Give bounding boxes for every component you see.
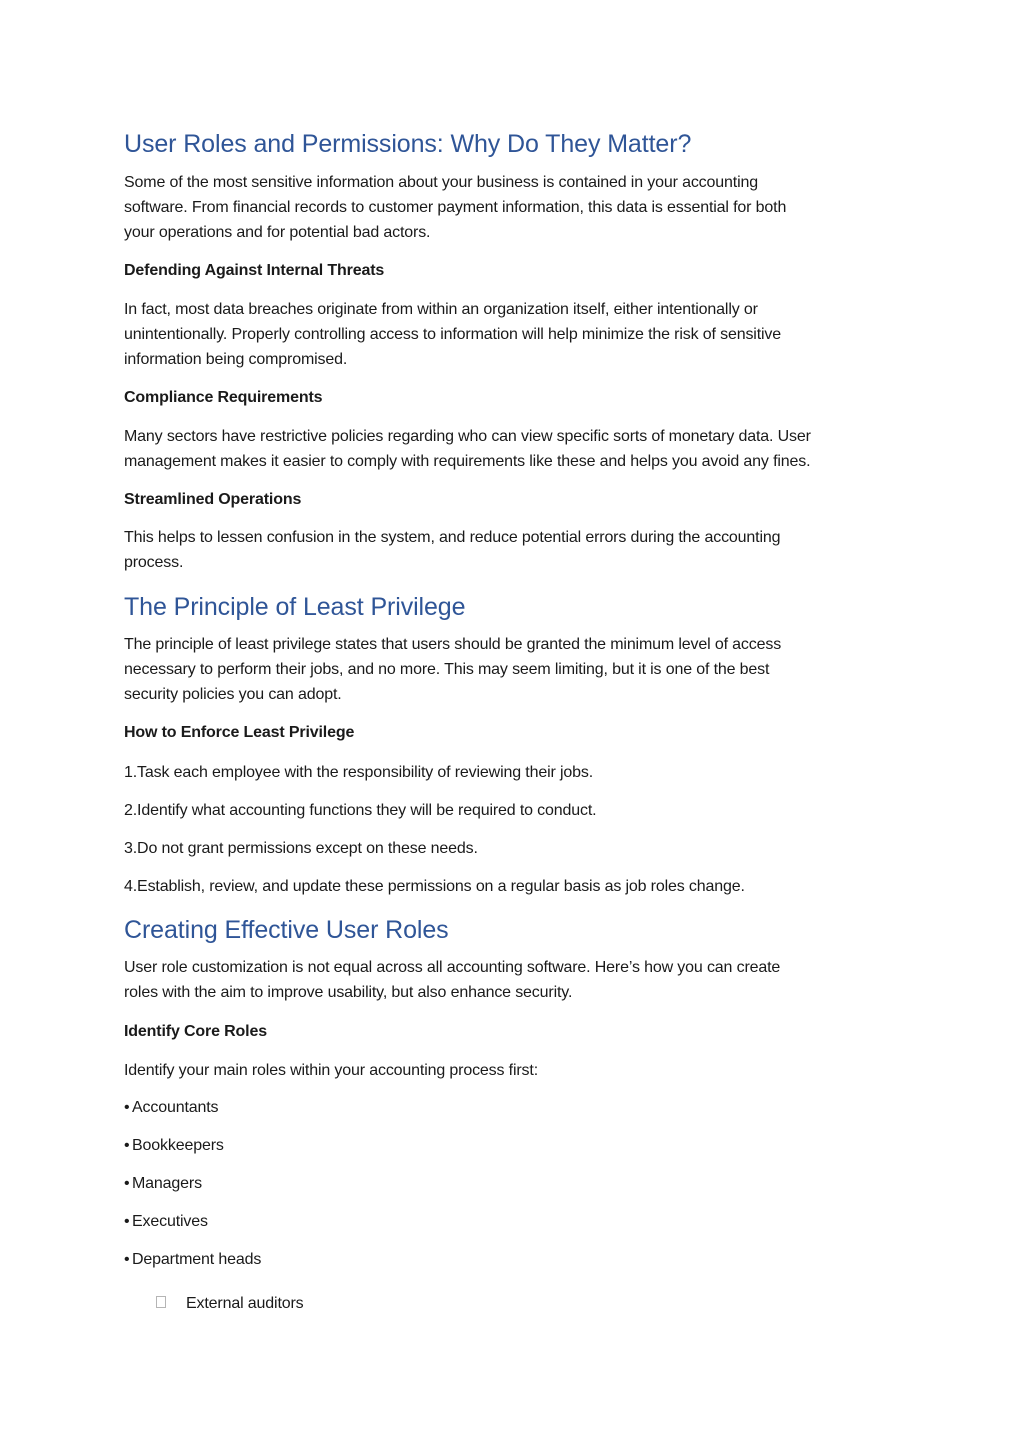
- text-line: necessary to perform their jobs, and no more. This may seem limiting, but it is one of the best: [124, 661, 770, 678]
- step-item: 1.Task each employee with the responsibility of reviewing their jobs.: [124, 764, 594, 781]
- paragraph-streamlined: [124, 525, 894, 575]
- text-line: software. From financial records to customer payment information, this data is essential for both: [124, 199, 787, 216]
- paragraph-internal-threats: [124, 297, 894, 372]
- subheading-text: Defending Against Internal Threats: [124, 262, 385, 279]
- bullet-icon: •: [124, 1099, 130, 1116]
- list-step: [124, 798, 894, 823]
- subheading-text: Streamlined Operations: [124, 491, 302, 508]
- subheading-text: Compliance Requirements: [124, 389, 323, 406]
- subheading-enforce: [124, 722, 894, 744]
- subheading-text: How to Enforce Least Privilege: [124, 724, 355, 741]
- role-label: Department heads: [132, 1251, 262, 1268]
- bullet-icon: •: [124, 1213, 130, 1230]
- subheading-compliance: [124, 387, 894, 409]
- text-line: roles with the aim to improve usability, but also enhance security.: [124, 984, 573, 1001]
- step-item: 2.Identify what accounting functions they will be required to conduct.: [124, 802, 597, 819]
- section-least-privilege: [124, 592, 894, 622]
- text-line: security policies you can adopt.: [124, 686, 342, 703]
- list-step: [124, 836, 894, 861]
- paragraph-core-roles: [124, 1058, 894, 1083]
- role-label: External auditors: [186, 1295, 304, 1312]
- text-line: The principle of least privilege states that users should be granted the minimum level of access: [124, 636, 782, 653]
- subheading-text: Identify Core Roles: [124, 1023, 267, 1040]
- text-line: information being compromised.: [124, 351, 348, 368]
- subheading-streamlined: [124, 489, 894, 511]
- role-label: Accountants: [132, 1099, 219, 1116]
- text-line: management makes it easier to comply with requirements like these and helps you avoid any fines.: [124, 453, 811, 470]
- text-line: Identify your main roles within your accounting process first:: [124, 1062, 538, 1079]
- role-label: Managers: [132, 1175, 202, 1192]
- section-why-roles-matter: [124, 129, 894, 159]
- bullet-icon: •: [124, 1175, 130, 1192]
- list-item-missing-glyph: [156, 1293, 304, 1315]
- paragraph-compliance: [124, 424, 894, 474]
- list-item: [124, 1249, 261, 1271]
- bullet-icon: •: [124, 1137, 130, 1154]
- heading-user-roles-permissions: User Roles and Permissions: Why Do They Matter?: [124, 130, 692, 158]
- missing-glyph-icon: [156, 1296, 166, 1308]
- text-line: This helps to lessen confusion in the system, and reduce potential errors during the accounting: [124, 529, 781, 546]
- bullet-icon: •: [124, 1251, 130, 1268]
- list-item: [124, 1135, 224, 1157]
- paragraph-intro: [124, 170, 894, 245]
- step-item: 3.Do not grant permissions except on these needs.: [124, 840, 478, 857]
- subheading-internal-threats: [124, 260, 894, 282]
- paragraph-least-privilege: [124, 632, 894, 707]
- heading-least-privilege: The Principle of Least Privilege: [124, 593, 466, 621]
- role-label: Bookkeepers: [132, 1137, 224, 1154]
- text-line: your operations and for potential bad actors.: [124, 224, 431, 241]
- heading-creating-roles: Creating Effective User Roles: [124, 916, 449, 944]
- text-line: Some of the most sensitive information about your business is contained in your accounting: [124, 174, 758, 191]
- list-step: [124, 874, 894, 899]
- text-line: Many sectors have restrictive policies regarding who can view specific sorts of monetary data. User: [124, 428, 811, 445]
- paragraph-creating-roles: [124, 955, 894, 1005]
- list-item: [124, 1097, 218, 1119]
- text-line: User role customization is not equal across all accounting software. Here’s how you can create: [124, 959, 781, 976]
- role-label: Executives: [132, 1213, 208, 1230]
- text-line: unintentionally. Properly controlling access to information will help minimize the risk of sensitive: [124, 326, 782, 343]
- text-line: In fact, most data breaches originate from within an organization itself, either intentionally or: [124, 301, 758, 318]
- step-item: 4.Establish, review, and update these permissions on a regular basis as job roles change.: [124, 878, 745, 895]
- section-effective-roles: [124, 915, 894, 945]
- subheading-core-roles: [124, 1021, 894, 1043]
- text-line: process.: [124, 554, 184, 571]
- list-step: [124, 760, 894, 785]
- list-item: [124, 1173, 202, 1195]
- list-item: [124, 1211, 208, 1233]
